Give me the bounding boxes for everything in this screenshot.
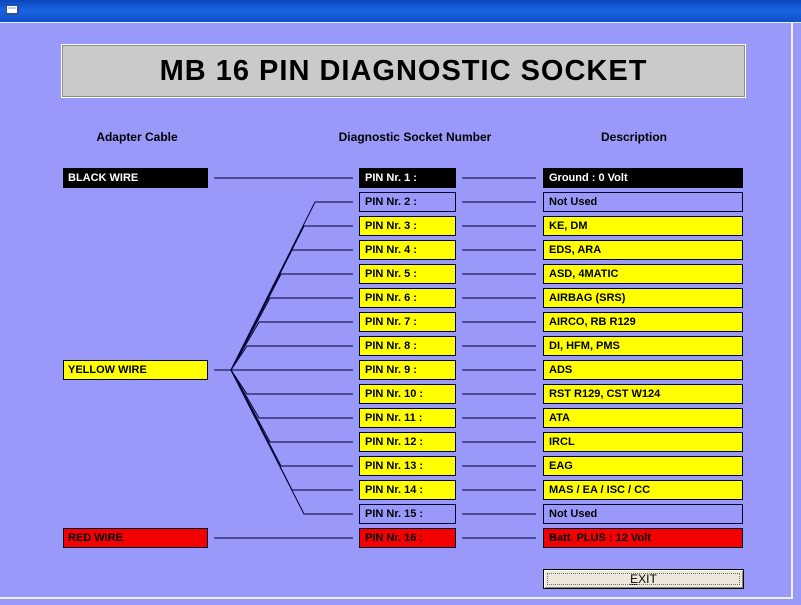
pin-box-1: PIN Nr. 1 : <box>359 168 456 188</box>
wire-label-yellow: YELLOW WIRE <box>63 360 208 380</box>
connector-line <box>231 298 353 370</box>
pin-box-11: PIN Nr. 11 : <box>359 408 456 428</box>
description-box-11: ATA <box>543 408 743 428</box>
connector-line <box>231 370 353 394</box>
description-box-7: AIRCO, RB R129 <box>543 312 743 332</box>
pin-box-3: PIN Nr. 3 : <box>359 216 456 236</box>
header-description: Description <box>600 130 667 144</box>
description-box-12: IRCL <box>543 432 743 452</box>
connector-line <box>231 370 353 442</box>
pin-box-13: PIN Nr. 13 : <box>359 456 456 476</box>
page-title: MB 16 PIN DIAGNOSTIC SOCKET <box>159 54 648 87</box>
connector-line <box>231 370 353 514</box>
description-box-15: Not Used <box>543 504 743 524</box>
titlebar <box>0 0 801 23</box>
pin-box-7: PIN Nr. 7 : <box>359 312 456 332</box>
description-box-2: Not Used <box>543 192 743 212</box>
window-frame-right <box>791 23 793 598</box>
header-socket-number: Diagnostic Socket Number <box>338 130 492 144</box>
pin-box-10: PIN Nr. 10 : <box>359 384 456 404</box>
pin-box-6: PIN Nr. 6 : <box>359 288 456 308</box>
connector-line <box>231 370 353 490</box>
exit-button-label: EXIT <box>630 571 657 586</box>
description-box-4: EDS, ARA <box>543 240 743 260</box>
description-box-16: Batt. PLUS : 12 Volt <box>543 528 743 548</box>
form-icon[interactable] <box>6 5 19 15</box>
pin-box-12: PIN Nr. 12 : <box>359 432 456 452</box>
description-box-3: KE, DM <box>543 216 743 236</box>
header-adapter-cable: Adapter Cable <box>96 130 178 144</box>
title-panel <box>62 45 745 97</box>
description-box-13: EAG <box>543 456 743 476</box>
connector-line <box>231 322 353 370</box>
connector-line <box>231 250 353 370</box>
pin-box-5: PIN Nr. 5 : <box>359 264 456 284</box>
connector-line <box>231 226 353 370</box>
description-box-1: Ground : 0 Volt <box>543 168 743 188</box>
description-box-6: AIRBAG (SRS) <box>543 288 743 308</box>
exit-button[interactable] <box>543 569 744 589</box>
pin-box-9: PIN Nr. 9 : <box>359 360 456 380</box>
description-box-5: ASD, 4MATIC <box>543 264 743 284</box>
wire-label-red: RED WIRE <box>63 528 208 548</box>
description-box-10: RST R129, CST W124 <box>543 384 743 404</box>
description-box-8: DI, HFM, PMS <box>543 336 743 356</box>
pin-box-8: PIN Nr. 8 : <box>359 336 456 356</box>
window-frame-bottom <box>0 597 793 599</box>
connector-line <box>231 202 353 370</box>
wire-label-black: BLACK WIRE <box>63 168 208 188</box>
description-box-9: ADS <box>543 360 743 380</box>
pin-box-4: PIN Nr. 4 : <box>359 240 456 260</box>
connector-line <box>231 370 353 418</box>
connector-line <box>231 370 353 466</box>
pin-box-14: PIN Nr. 14 : <box>359 480 456 500</box>
pin-box-2: PIN Nr. 2 : <box>359 192 456 212</box>
description-box-14: MAS / EA / ISC / CC <box>543 480 743 500</box>
pin-box-15: PIN Nr. 15 : <box>359 504 456 524</box>
pin-box-16: PIN Nr. 16 : <box>359 528 456 548</box>
connector-line <box>231 346 353 370</box>
connector-line <box>231 274 353 370</box>
